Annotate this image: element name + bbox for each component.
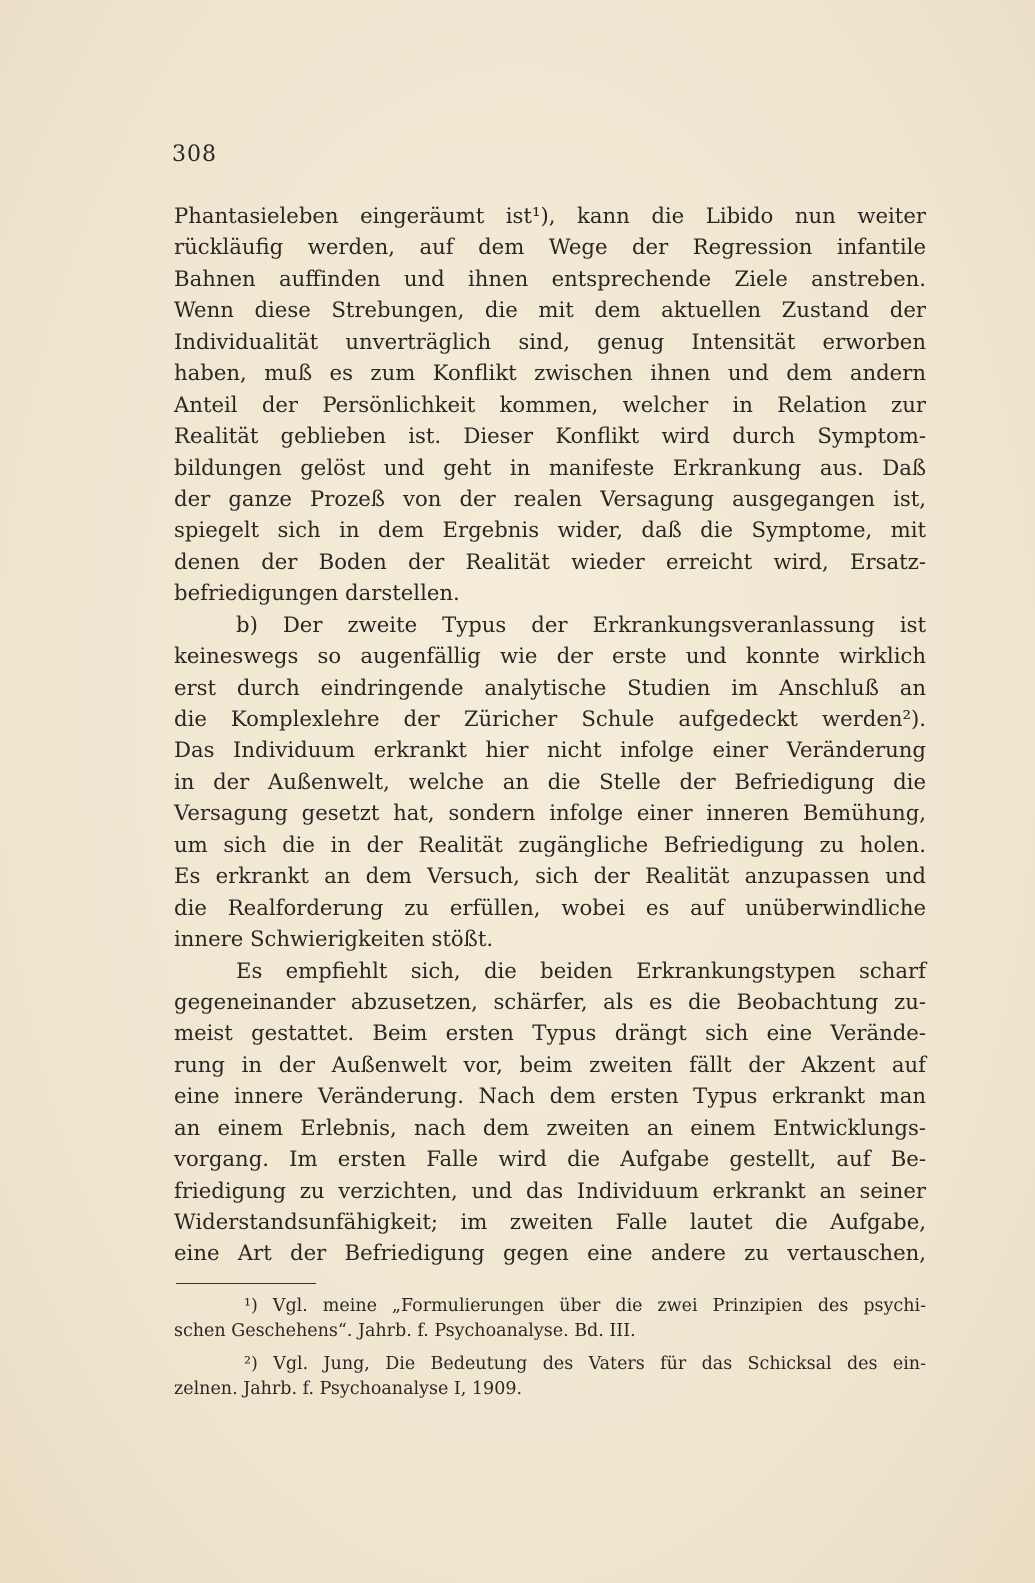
- text-line: Versagung gesetzt hat, sondern infolge einer inneren Bemühung,: [174, 800, 926, 826]
- text-line: Es empfiehlt sich, die beiden Erkrankungstypen scharf: [236, 957, 926, 983]
- text-line: Das Individuum erkrankt hier nicht infolge einer Veränderung: [174, 737, 926, 763]
- text-line: um sich die in der Realität zugängliche Befriedigung zu holen.: [174, 831, 926, 857]
- text-line: spiegelt sich in dem Ergebnis wider, daß die Symptome, mit: [174, 517, 926, 543]
- text-line: die Realforderung zu erfüllen, wobei es auf unüberwindliche: [174, 894, 926, 920]
- text-line: rung in der Außenwelt vor, beim zweiten fällt der Akzent auf: [174, 1051, 926, 1077]
- text-line: Individualität unverträglich sind, genug Intensität erworben: [174, 328, 926, 354]
- text-line: Bahnen auffinden und ihnen entsprechende Ziele anstreben.: [174, 265, 926, 291]
- footnote-line: ¹) Vgl. meine „Formulierungen über die zwei Prinzipien des psychi-: [244, 1296, 926, 1316]
- footnote: [174, 1352, 926, 1402]
- text-line: Phantasieleben eingeräumt ist¹), kann die Libido nun weiter: [174, 203, 926, 228]
- footnote-separator: [176, 1283, 316, 1284]
- footnote-line: ²) Vgl. Jung, Die Bedeutung des Vaters für das Schicksal des ein-: [244, 1354, 926, 1374]
- footnote: [174, 1294, 926, 1344]
- text-line: eine Art der Befriedigung gegen eine andere zu vertauschen,: [174, 1240, 926, 1266]
- text-line: meist gestattet. Beim ersten Typus drängt sich eine Verände-: [174, 1020, 926, 1046]
- text-line: vorgang. Im ersten Falle wird die Aufgabe gestellt, auf Be-: [174, 1146, 926, 1172]
- text-line: keineswegs so augenfällig wie der erste und konnte wirklich: [174, 643, 926, 669]
- text-line: haben, muß es zum Konflikt zwischen ihnen und dem andern: [174, 360, 926, 386]
- footnote-line: schen Geschehens“. Jahrb. f. Psychoanalyse. Bd. III.: [174, 1321, 636, 1341]
- text-line: innere Schwierigkeiten stößt.: [174, 926, 494, 952]
- text-line: in der Außenwelt, welche an die Stelle der Befriedigung die: [174, 768, 926, 794]
- text-line: denen der Boden der Realität wieder erreicht wird, Ersatz-: [174, 548, 926, 574]
- text-line: eine innere Veränderung. Nach dem ersten Typus erkrankt man: [174, 1083, 926, 1109]
- text-line: an einem Erlebnis, nach dem zweiten an einem Entwicklungs-: [174, 1114, 926, 1140]
- text-line: friedigung zu verzichten, und das Individuum erkrankt an seiner: [174, 1177, 926, 1203]
- footnote-line: zelnen. Jahrb. f. Psychoanalyse I, 1909.: [174, 1379, 523, 1399]
- page-number: 308: [172, 142, 217, 167]
- text-line: b) Der zweite Typus der Erkrankungsveranlassung ist: [236, 611, 926, 637]
- footnotes: [174, 1294, 926, 1410]
- text-line: der ganze Prozeß von der realen Versagung ausgegangen ist,: [174, 485, 926, 511]
- text-line: die Komplexlehre der Züricher Schule aufgedeckt werden²).: [174, 706, 926, 731]
- text-line: rückläufig werden, auf dem Wege der Regression infantile: [174, 234, 926, 260]
- text-line: erst durch eindringende analytische Studien im Anschluß an: [174, 674, 926, 700]
- body-text: [174, 200, 926, 1269]
- text-line: Widerstandsunfähigkeit; im zweiten Falle lautet die Aufgabe,: [174, 1209, 926, 1234]
- text-line: Wenn diese Strebungen, die mit dem aktuellen Zustand der: [174, 297, 926, 323]
- text-line: bildungen gelöst und geht in manifeste Erkrankung aus. Daß: [174, 454, 926, 480]
- text-line: Realität geblieben ist. Dieser Konflikt wird durch Symptom-: [174, 423, 926, 449]
- text-line: Anteil der Persönlichkeit kommen, welcher in Relation zur: [174, 391, 926, 417]
- text-line: gegeneinander abzusetzen, schärfer, als es die Beobachtung zu-: [174, 988, 926, 1014]
- text-line: befriedigungen darstellen.: [174, 580, 460, 606]
- text-line: Es erkrankt an dem Versuch, sich der Realität anzupassen und: [174, 863, 926, 889]
